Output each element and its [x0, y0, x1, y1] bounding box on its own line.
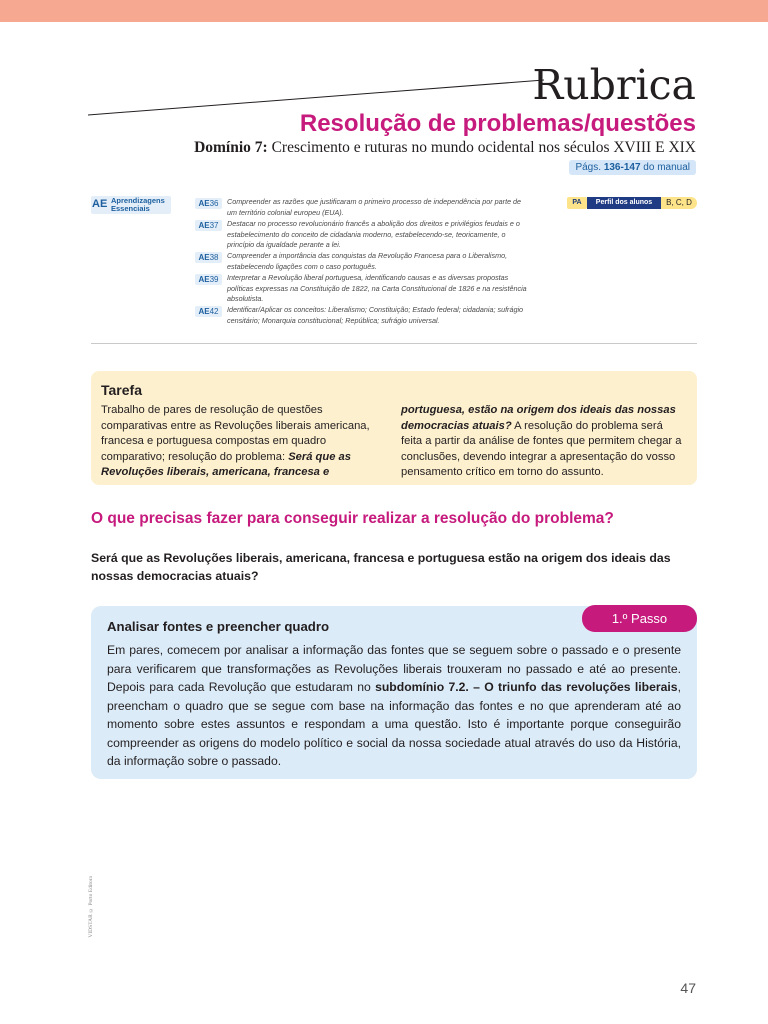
page-number: 47: [680, 980, 696, 996]
question-heading: O que precisas fazer para conseguir realizar a resolução do problema?: [91, 510, 614, 527]
ae-description: Identificar/Aplicar os conceitos: Liberalismo; Constituição; Estado federal; cidadania; sufrágio censitário; Monarquia constitucional; República; sufrágio universal.: [227, 305, 524, 325]
tarefa-emphasis: Será que as Revoluções liberais, americana, francesa e: [101, 450, 351, 479]
ae-code-badge: AE39: [195, 274, 222, 285]
problem-statement: Será que as Revoluções liberais, americana, francesa e portuguesa estão na origem dos ideais das nossas democracias atuais?: [91, 551, 671, 583]
tarefa-box: [91, 371, 697, 485]
subdomain-reference: subdomínio 7.2. – O triunfo das revoluções liberais: [375, 680, 678, 694]
aprendizagens-essenciais: [91, 195, 697, 327]
pages-prefix: Págs.: [575, 162, 602, 173]
tarefa-column-1: [101, 403, 383, 481]
pages-reference: [569, 160, 696, 175]
pages-suffix: do manual: [643, 162, 690, 173]
perfil-label: Perfil dos alunos: [587, 197, 661, 209]
domain-line: [194, 138, 696, 158]
page-title: Rubrica: [532, 61, 696, 109]
domain-text: Crescimento e ruturas no mundo ocidental nos séculos XVIII E XIX: [271, 139, 696, 156]
ae-tag-mark: AE: [92, 198, 108, 210]
ae-tag-label: Aprendizagens Essenciais: [111, 196, 165, 213]
step-badge: 1.º Passo: [582, 605, 697, 632]
ae-tag: [91, 196, 171, 214]
pages-range: 136-147: [603, 162, 641, 173]
tarefa-text: Trabalho de pares de resolução de questões comparativas entre as Revoluções liberais americana, francesa e portuguesa compostas em quadro comparativo; resolução do problema:: [101, 404, 370, 463]
tarefa-column-2: [401, 403, 686, 481]
page-subtitle: Resolução de problemas/questões: [299, 110, 696, 137]
ae-code-badge: AE37: [195, 220, 222, 231]
top-color-band: [0, 0, 768, 22]
tarefa-text: A resolução do problema será feita a partir da análise de fontes que permitem chegar a conclusões, devendo integrar a apresentação do vosso pensamento crítico em torno do assunto.: [401, 419, 682, 479]
ae-description: Destacar no processo revolucionário francês a abolição dos direitos e privilégios feudais e o estabelecimento do conceito de cidadania moderno, estabelecendo-se, teoricamente, o princípio da igualdade perante a lei.: [227, 219, 520, 250]
publisher-credit: VIDSTAR © Porto Editora: [88, 876, 94, 938]
passo-box: [91, 606, 697, 779]
ae-description: Compreender as razões que justificaram o primeiro processo de independência por parte de um território colonial europeu (EUA).: [227, 197, 522, 217]
ae-description: Interpretar a Revolução liberal portuguesa, identificando causas e as diversas propostas políticas expressas na Constituição de 1822, na Carta Constitucional de 1826 e na resistência absolutista.: [227, 273, 527, 304]
ae-code-badge: AE36: [195, 198, 222, 209]
tarefa-title: Tarefa: [101, 382, 142, 398]
step-title: Analisar fontes e preencher quadro: [107, 619, 330, 634]
section-divider: [91, 343, 697, 344]
ae-description: Compreender a importância das conquistas da Revolução Francesa para o Liberalismo, estabelecendo ligações com o caso português.: [227, 251, 508, 271]
domain-label: Domínio 7:: [194, 139, 268, 156]
tarefa-emphasis: portuguesa, estão na origem dos ideais das nossas democracias atuais?: [401, 404, 676, 432]
step-instructions: Em pares, comecem por analisar a informação das fontes que se seguem sobre o passado e o presente para verificarem que transformações as Revoluções liberais trouxeram no passado e até ao presente. Depois para cada Revolução que estudaram no subdomínio 7.2. – O triunfo das revoluções liberais, preencham o quadro que se segue com base na informação das fontes e no que aprenderam até ao momento sobre estes assuntos e respondam a uma questão. Isto é importante porque conseguirão compreender as origens do modelo político e social da nossa sociedade atual através do uso da História, da informação sobre o passado.: [107, 643, 681, 768]
perfil-value: B, C, D: [661, 197, 697, 209]
ae-code-badge: AE38: [195, 252, 222, 263]
pa-badge: PA: [567, 197, 587, 209]
ae-code-badge: AE42: [195, 306, 222, 317]
